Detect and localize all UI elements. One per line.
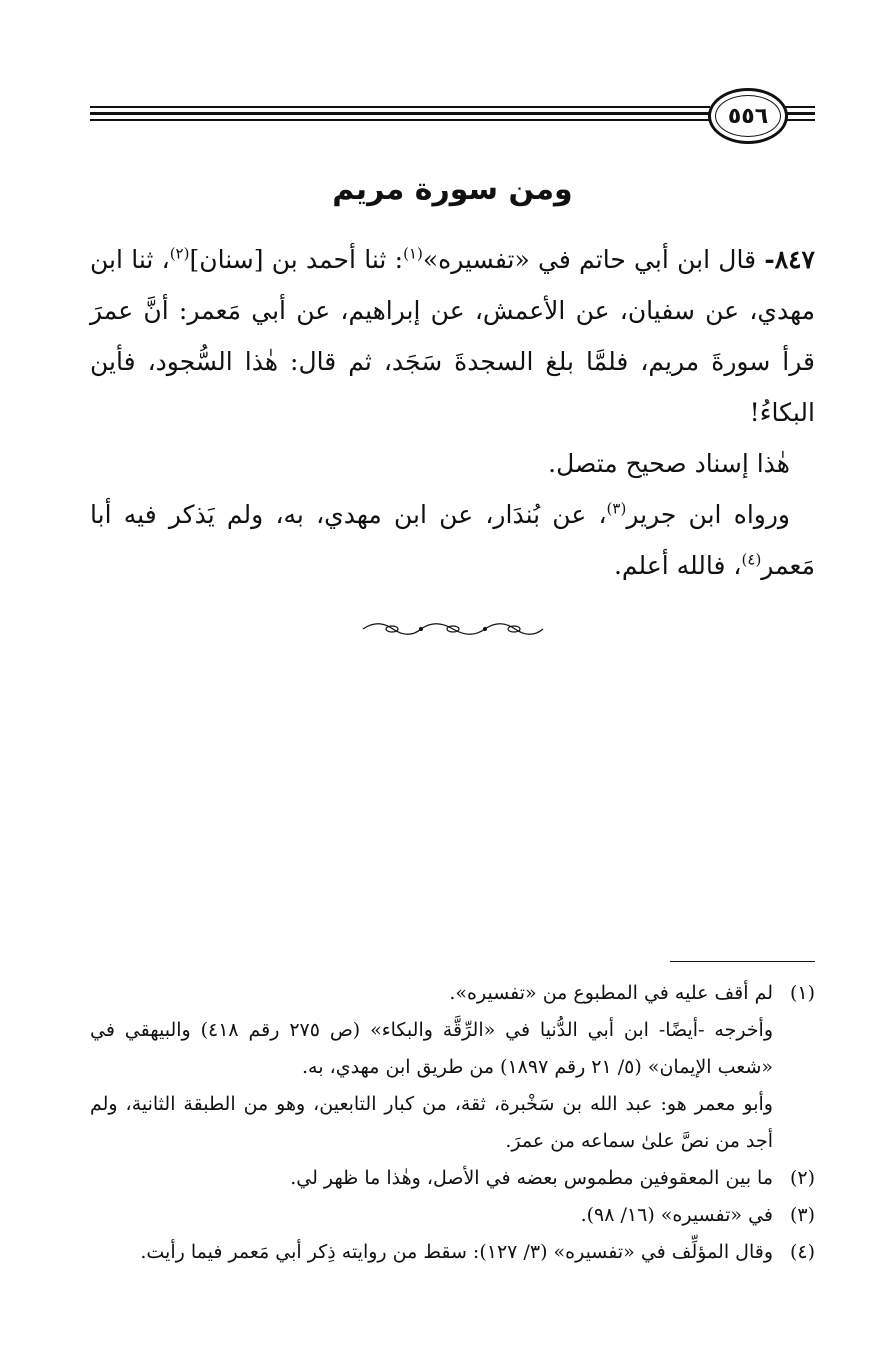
- ornament-divider: [358, 620, 548, 638]
- footnote-ref: (٤): [741, 550, 762, 569]
- page-number-text: ٥٥٦: [727, 103, 769, 129]
- footnote-number: (٢): [789, 1167, 815, 1189]
- footnote-line: في «تفسيره» (١٦/ ٩٨).: [580, 1204, 773, 1226]
- text-run: ورواه ابن جرير: [626, 500, 790, 529]
- text-run: ، ثنا ابن مهدي، عن سفيان، عن الأعمش، عن إبراهيم، عن أبي مَعمر: أنَّ عمرَ قرأ سورةَ مريم، فلمَّا بلغ السجدةَ سَجَد، ثم قال: هٰذا السُّجود، فأين البكاءُ!: [90, 245, 815, 427]
- footnote-ref: (٣): [606, 499, 627, 518]
- page-number: [708, 88, 788, 144]
- text-run: : ثنا أحمد بن [سنان]: [189, 245, 404, 274]
- footnote-body: [90, 1160, 773, 1197]
- paragraph: هٰذا إسناد صحيح متصل.: [548, 449, 790, 478]
- footnote-ref: (٢): [169, 244, 190, 263]
- text-run: ، عن بُندَار، عن ابن مهدي، به، ولم يَذكر فيه أبا مَعمر: [90, 500, 815, 580]
- footnote-3: [90, 1197, 815, 1234]
- footnote-line: وأبو معمر هو: عبد الله بن سَخْبرة، ثقة، من كبار التابعين، وهو من الطبقة الثانية، ولم أجد من نصَّ علىٰ سماعه من عمرَ.: [90, 1093, 773, 1152]
- footnote-body: [90, 1234, 773, 1271]
- footnote-line: وقال المؤلِّف في «تفسيره» (٣/ ١٢٧): سقط من روايته ذِكر أبي مَعمر فيما رأيت.: [140, 1241, 773, 1263]
- footnote-body: [90, 1197, 773, 1234]
- footnote-number: (٣): [789, 1204, 815, 1226]
- footnote-ref: (١): [403, 244, 423, 263]
- paragraph: [90, 489, 815, 591]
- main-text: [90, 234, 815, 591]
- footnote-line: وأخرجه -أيضًا- ابن أبي الدُّنيا في «الرِّقَّة والبكاء» (ص ٢٧٥ رقم ٤١٨) والبيهقي في «شعب الإيمان» (٥/ ٢١ رقم ١٨٩٧) من طريق ابن مهدي، به.: [90, 1019, 774, 1078]
- footnote-4: [90, 1234, 815, 1271]
- footnotes: [90, 975, 815, 1271]
- footnote-2: [90, 1160, 815, 1197]
- footnote-body: [90, 975, 773, 1160]
- footnote-number: (٤): [789, 1241, 815, 1263]
- header-rule: [90, 106, 710, 108]
- hadith-number: ٨٤٧-: [764, 245, 815, 274]
- footnote-line: ما بين المعقوفين مطموس بعضه في الأصل، وهٰذا ما ظهر لي.: [290, 1167, 773, 1189]
- page-header: [90, 80, 815, 140]
- paragraph: [90, 234, 815, 438]
- footnote-1: [90, 975, 815, 1160]
- text-run: قال ابن أبي حاتم في «تفسيره»: [422, 245, 765, 274]
- footnote-line: لم أقف عليه في المطبوع من «تفسيره».: [449, 982, 773, 1004]
- header-rule: [90, 119, 710, 121]
- chapter-title: ومن سورة مريم: [332, 172, 573, 207]
- text-run: ، فالله أعلم.: [613, 551, 742, 580]
- footnote-separator: [670, 961, 815, 962]
- header-rule: [90, 112, 710, 115]
- header-rule: [782, 106, 815, 108]
- footnote-number: (١): [789, 982, 815, 1004]
